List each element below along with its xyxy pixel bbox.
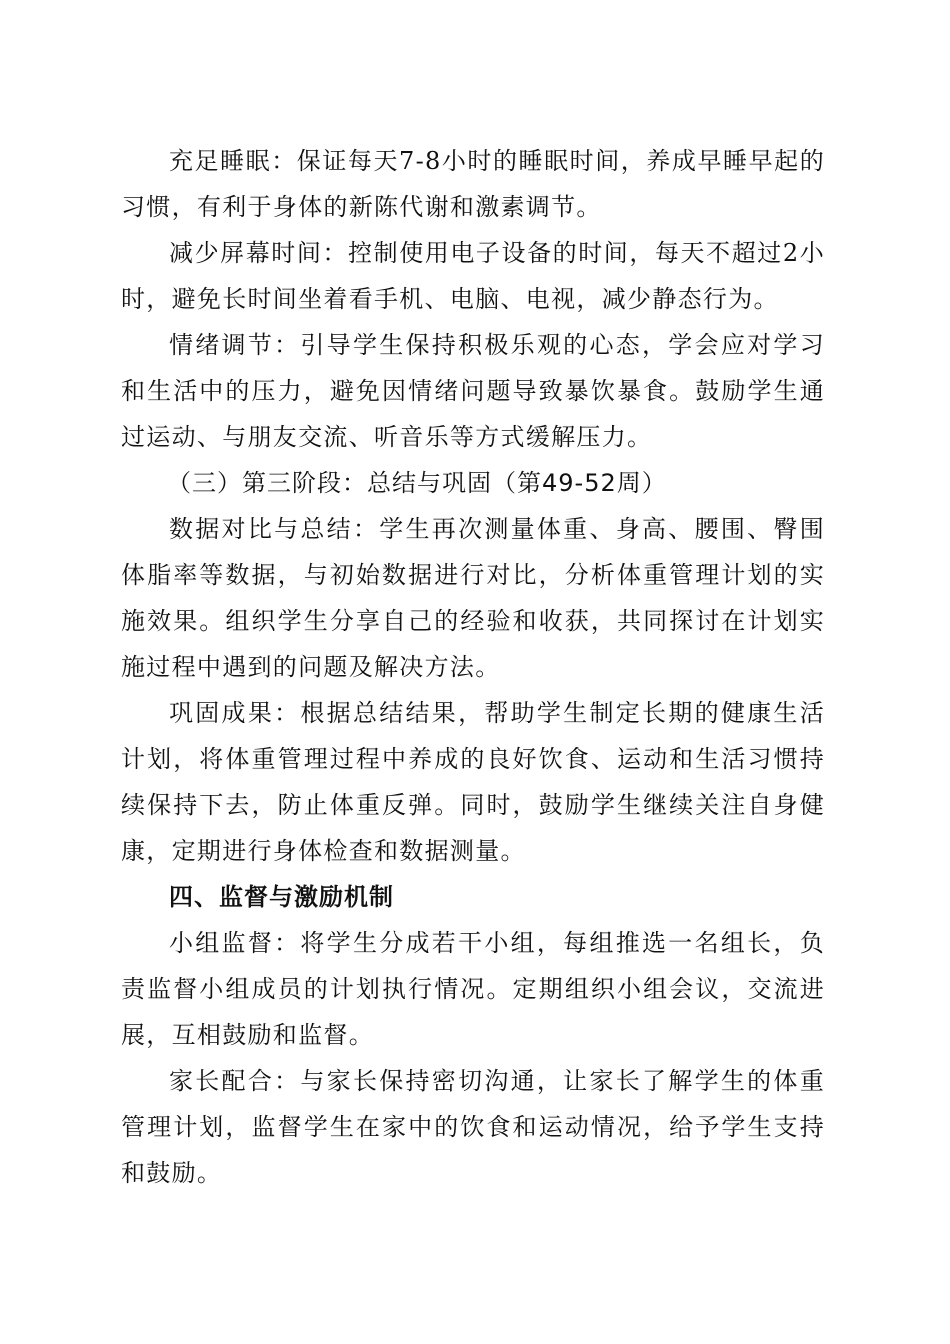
stage3-heading: （三）第三阶段：总结与巩固（第49-52周）: [167, 469, 667, 497]
paragraph-group-supervision: 小组监督：将学生分成若干小组，每组推选一名组长，负责监督小组成员的计划执行情况。定期组织小组会议，交流进展，互相鼓励和监督。: [121, 929, 825, 1049]
paragraph-consolidate: 巩固成果：根据总结结果，帮助学生制定长期的健康生活计划，将体重管理过程中养成的良好饮食、运动和生活习惯持续保持下去，防止体重反弹。同时，鼓励学生继续关注自身健康，定期进行身体检查和数据测量。: [121, 699, 825, 865]
paragraph-data-comparison: 数据对比与总结：学生再次测量体重、身高、腰围、臀围体脂率等数据，与初始数据进行对比，分析体重管理计划的实施效果。组织学生分享自己的经验和收获，共同探讨在计划实施过程中遇到的问题及解决方法。: [121, 515, 825, 681]
paragraph-emotion: 情绪调节：引导学生保持积极乐观的心态，学会应对学习和生活中的压力，避免因情绪问题导致暴饮暴食。鼓励学生通过运动、与朋友交流、听音乐等方式缓解压力。: [121, 331, 825, 451]
paragraph-parent-cooperation: 家长配合：与家长保持密切沟通，让家长了解学生的体重管理计划，监督学生在家中的饮食和运动情况，给予学生支持和鼓励。: [121, 1067, 825, 1187]
section4-heading: 四、监督与激励机制: [169, 883, 394, 911]
document-body: [121, 138, 825, 1196]
paragraph-screen-time: 减少屏幕时间：控制使用电子设备的时间，每天不超过2小时，避免长时间坐着看手机、电脑、电视，减少静态行为。: [121, 239, 825, 313]
paragraph-sleep: 充足睡眠：保证每天7-8小时的睡眠时间，养成早睡早起的习惯，有利于身体的新陈代谢和激素调节。: [121, 147, 825, 221]
